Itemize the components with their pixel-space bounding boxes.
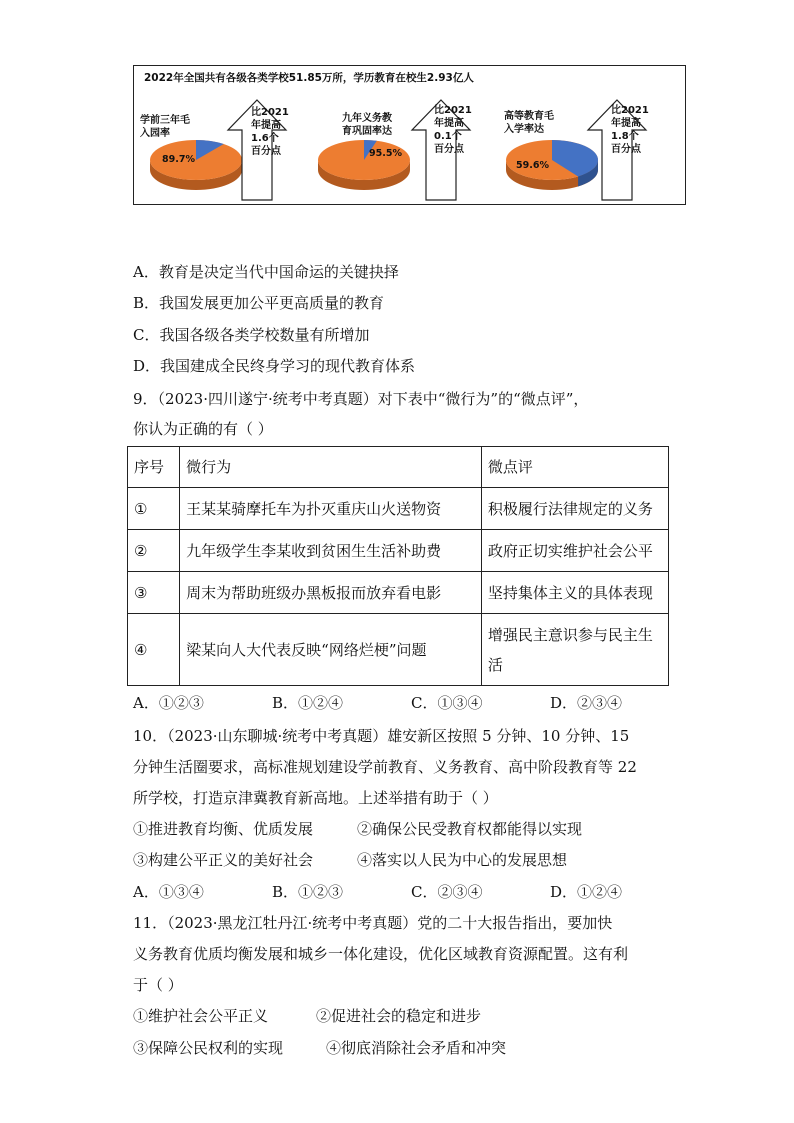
q9-table [127, 446, 669, 686]
q9-stem-line1: 9．（2023·四川遂宁·统考中考真题）对下表中“微行为”的“微点评”， [133, 390, 589, 408]
table-cell: 九年级学生李某收到贫困生生活补助费 [180, 530, 482, 572]
arrow-text-preschool: 比2021 年提高 1.6个 百分点 [251, 107, 289, 157]
q8-option-a: A．教育是决定当代中国命运的关键抉择 [133, 263, 399, 281]
pie-label-preschool: 学前三年毛 入园率 [140, 115, 190, 139]
q11-stem-line1: 11．（2023·黑龙江牡丹江·统考中考真题）党的二十大报告指出，要加快 [133, 914, 613, 932]
q8-option-d: D．我国建成全民终身学习的现代教育体系 [133, 357, 416, 375]
arrow-text-higher-ed: 比2021 年提高 1.8个 百分点 [611, 105, 649, 155]
table-row [128, 488, 669, 530]
table-cell: 周末为帮助班级办黑板报而放弃看电影 [180, 572, 482, 614]
q8-option-c: C．我国各级各类学校数量有所增加 [133, 326, 370, 344]
q11-statement-3: ③保障公民权利的实现 [133, 1039, 284, 1057]
q8-option-b: B．我国发展更加公平更高质量的教育 [133, 294, 385, 312]
q10-statement-2: ②确保公民受教育权都能得以实现 [357, 820, 583, 838]
pie-percent-preschool: 89.7% [162, 154, 195, 165]
table-cell: 坚持集体主义的具体表现 [481, 572, 668, 614]
pie-percent-compulsory: 95.5% [369, 148, 402, 159]
table-cell: ① [128, 488, 180, 530]
table-row [128, 614, 669, 686]
q10-option-d: D．①②④ [550, 883, 623, 901]
table-header-row [128, 447, 669, 488]
q10-stem-line2: 分钟生活圈要求，高标准规划建设学前教育、义务教育、高中阶段教育等 22 [133, 758, 637, 776]
table-row [128, 572, 669, 614]
table-cell: 王某某骑摩托车为扑灭重庆山火送物资 [180, 488, 482, 530]
table-header-cell: 微点评 [481, 447, 668, 488]
q9-option-a: A．①②③ [133, 694, 204, 712]
table-cell: 梁某向人大代表反映“网络烂梗”问题 [180, 614, 482, 686]
q9-option-b: B．①②④ [272, 694, 344, 712]
q9-option-c: C．①③④ [411, 694, 483, 712]
table-row [128, 530, 669, 572]
pie-label-higher-ed: 高等教育毛 入学率达 [504, 111, 554, 135]
arrow-text-compulsory: 比2021 年提高 0.1个 百分点 [434, 105, 472, 155]
q10-option-a: A．①③④ [133, 883, 204, 901]
pie-chart-compulsory [314, 136, 414, 196]
education-statistics-figure [133, 65, 686, 205]
q10-option-c: C．②③④ [411, 883, 483, 901]
pie-percent-higher-ed: 59.6% [516, 160, 549, 171]
q9-stem-line2: 你认为正确的有（ ） [133, 420, 273, 438]
table-cell: 增强民主意识参与民主生活 [481, 614, 668, 686]
q10-stem-line3: 所学校，打造京津冀教育新高地。上述举措有助于（ ） [133, 789, 498, 807]
q10-statement-1: ①推进教育均衡、优质发展 [133, 820, 314, 838]
table-cell: ② [128, 530, 180, 572]
q9-option-d: D．②③④ [550, 694, 623, 712]
q11-stem-line3: 于（ ） [133, 976, 183, 994]
figure-title: 2022年全国共有各级各类学校51.85万所，学历教育在校生2.93亿人 [144, 72, 474, 84]
table-cell: ④ [128, 614, 180, 686]
q10-stem-line1: 10．（2023·山东聊城·统考中考真题）雄安新区按照 5 分钟、10 分钟、15 [133, 727, 630, 745]
table-cell: 积极履行法律规定的义务 [481, 488, 668, 530]
q10-statement-4: ④落实以人民为中心的发展思想 [357, 851, 568, 869]
q10-statement-3: ③构建公平正义的美好社会 [133, 851, 314, 869]
table-cell: ③ [128, 572, 180, 614]
q11-statement-2: ②促进社会的稳定和进步 [316, 1007, 482, 1025]
q11-stem-line2: 义务教育优质均衡发展和城乡一体化建设，优化区域教育资源配置。这有利 [133, 945, 629, 963]
table-cell: 政府正切实维护社会公平 [481, 530, 668, 572]
table-header-cell: 序号 [128, 447, 180, 488]
q11-statement-4: ④彻底消除社会矛盾和冲突 [326, 1039, 507, 1057]
q11-statement-1: ①维护社会公平正义 [133, 1007, 269, 1025]
pie-label-compulsory: 九年义务教 育巩固率达 [342, 113, 392, 137]
q10-option-b: B．①②③ [272, 883, 344, 901]
table-header-cell: 微行为 [180, 447, 482, 488]
